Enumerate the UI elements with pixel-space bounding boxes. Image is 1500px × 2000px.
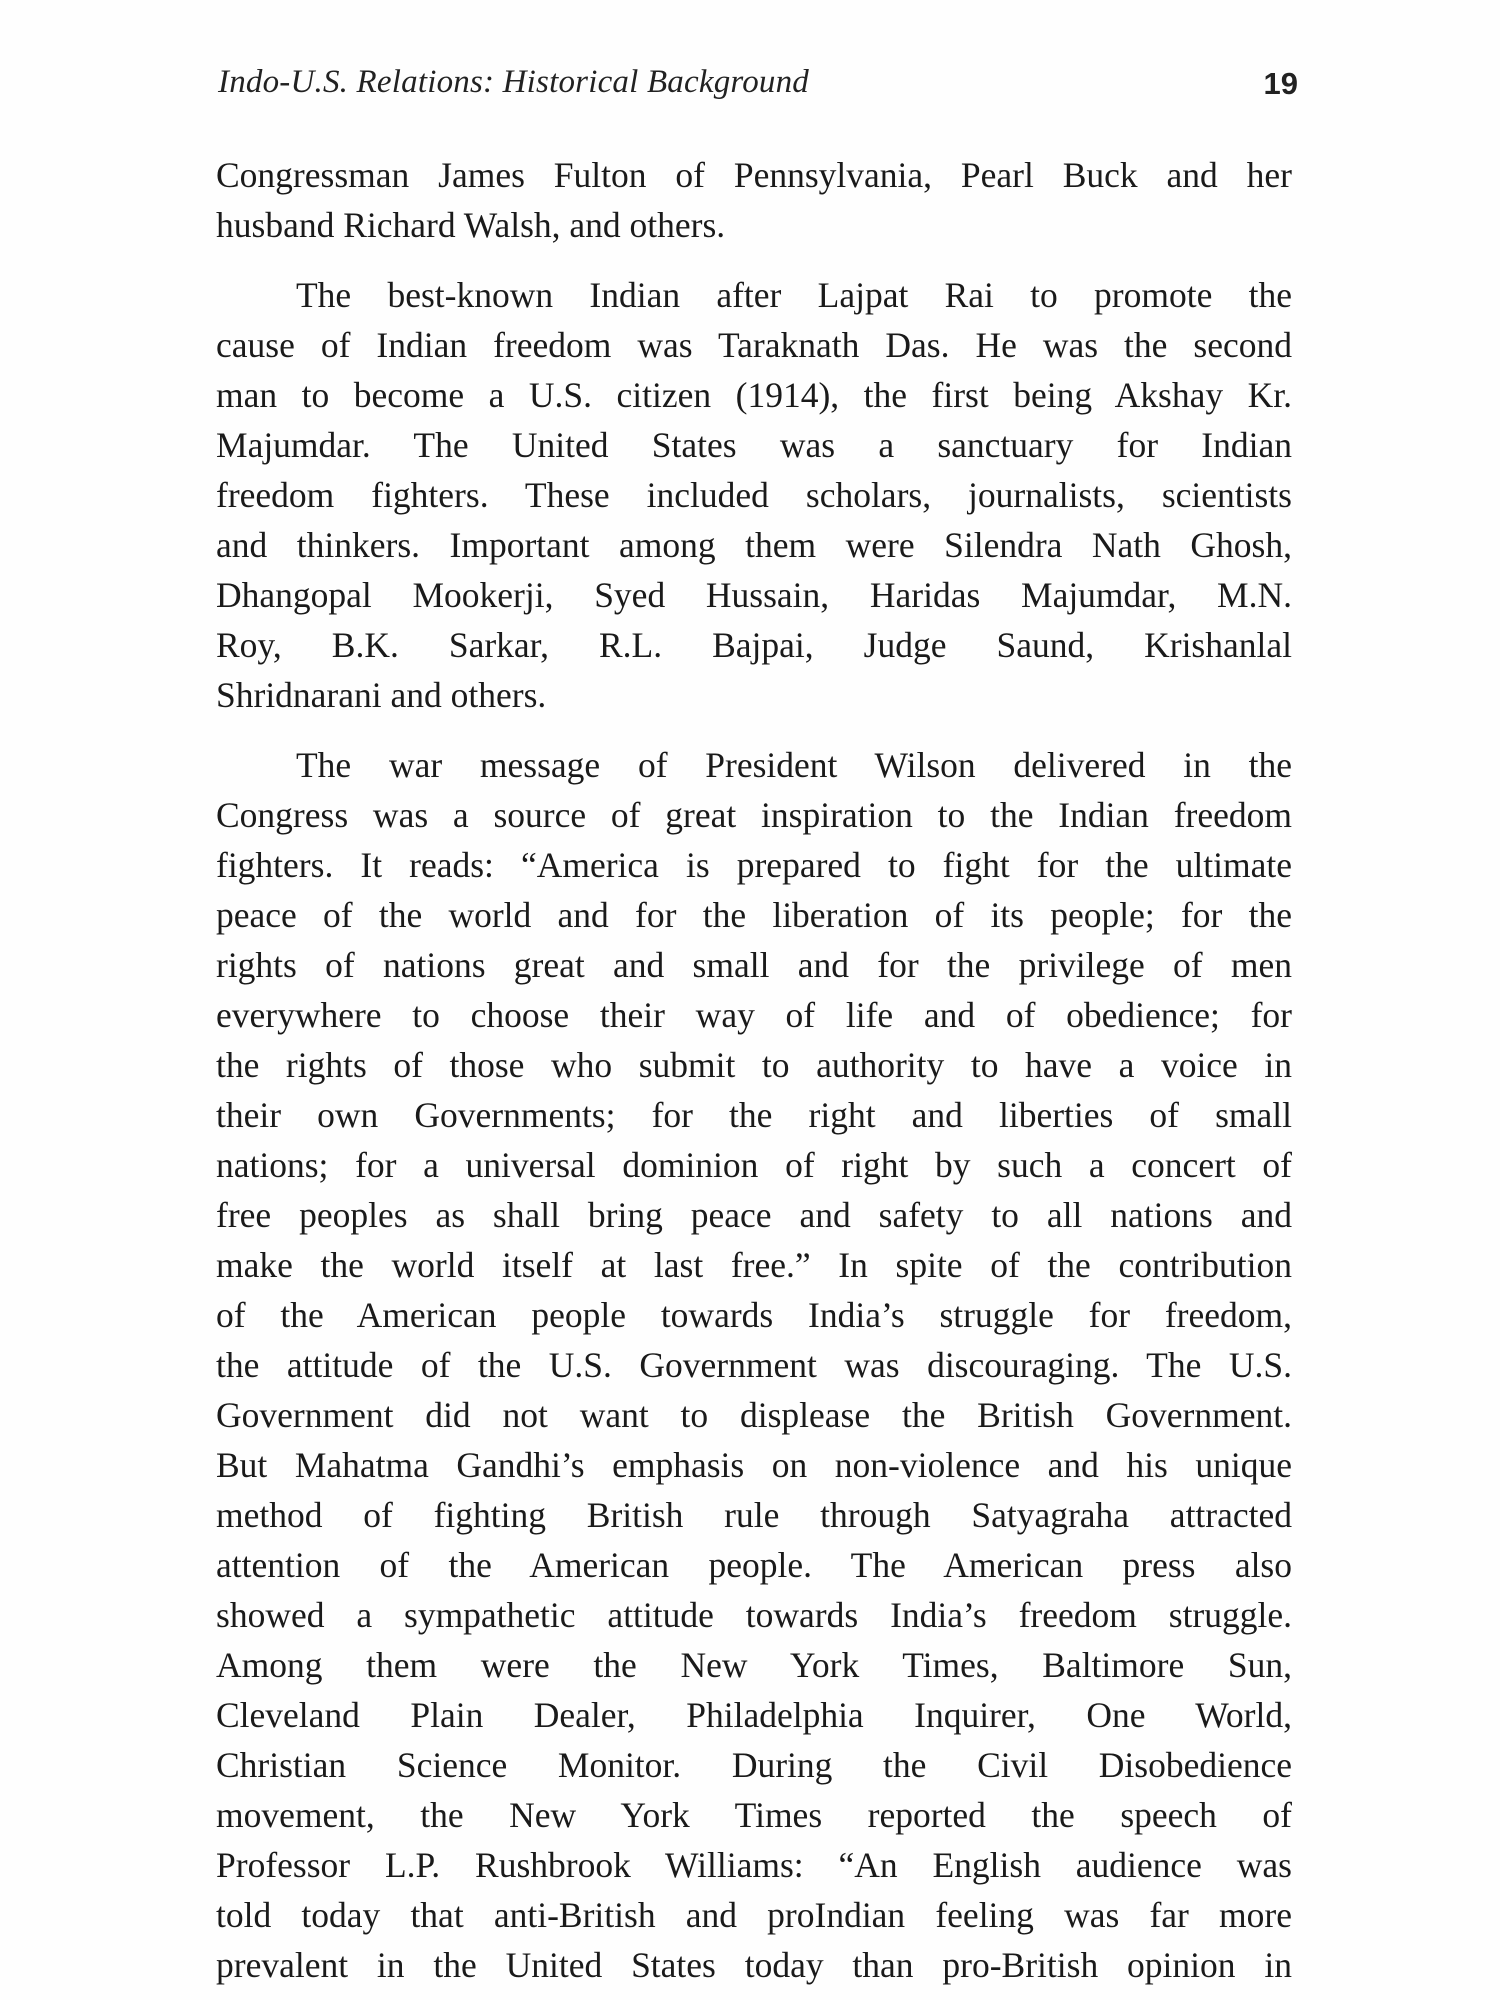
text-line: Christian Science Monitor. During the Civil Disobedience — [216, 1745, 1292, 1785]
text-line: husband Richard Walsh, and others. — [216, 205, 726, 245]
page-number: 19 — [1263, 66, 1298, 101]
text-line: Majumdar. The United States was a sanctuary for Indian — [216, 425, 1292, 465]
text-line: Roy, B.K. Sarkar, R.L. Bajpai, Judge Saund, Krishanlal — [216, 625, 1292, 665]
text-line: nations; for a universal dominion of right by such a concert of — [216, 1145, 1292, 1185]
text-line: their own Governments; for the right and liberties of small — [216, 1095, 1292, 1135]
text-line: Congress was a source of great inspiration to the Indian freedom — [216, 795, 1292, 835]
text-line: free peoples as shall bring peace and safety to all nations and — [216, 1195, 1292, 1235]
text-line: told today that anti-British and proIndian feeling was far more — [216, 1895, 1292, 1935]
text-line: man to become a U.S. citizen (1914), the first being Akshay Kr. — [216, 375, 1292, 415]
text-line: movement, the New York Times reported the speech of — [216, 1795, 1292, 1835]
text-line: Professor L.P. Rushbrook Williams: “An English audience was — [216, 1845, 1292, 1885]
running-title: Indo-U.S. Relations: Historical Background — [218, 64, 810, 100]
text-line: The best-known Indian after Lajpat Rai to promote the — [296, 275, 1292, 315]
text-line: of the American people towards India’s struggle for freedom, — [216, 1295, 1292, 1335]
text-line: method of fighting British rule through Satyagraha attracted — [216, 1495, 1292, 1535]
text-line: freedom fighters. These included scholars, journalists, scientists — [216, 475, 1292, 515]
text-line: The war message of President Wilson delivered in the — [296, 745, 1292, 785]
text-line: But Mahatma Gandhi’s emphasis on non-violence and his unique — [216, 1445, 1292, 1485]
text-line: Shridnarani and others. — [216, 675, 547, 715]
body-text — [216, 150, 1292, 1990]
text-line: fighters. It reads: “America is prepared to fight for the ultimate — [216, 845, 1292, 885]
text-line: cause of Indian freedom was Taraknath Das. He was the second — [216, 325, 1292, 365]
text-line: rights of nations great and small and for the privilege of men — [216, 945, 1292, 985]
text-line: and thinkers. Important among them were Silendra Nath Ghosh, — [216, 525, 1292, 565]
text-line: showed a sympathetic attitude towards India’s freedom struggle. — [216, 1595, 1292, 1635]
text-line: Dhangopal Mookerji, Syed Hussain, Haridas Majumdar, M.N. — [216, 575, 1292, 615]
text-line: the rights of those who submit to authority to have a voice in — [216, 1045, 1292, 1085]
paragraph-3 — [216, 740, 1292, 1990]
text-line: Government did not want to displease the British Government. — [216, 1395, 1292, 1435]
text-line: Congressman James Fulton of Pennsylvania, Pearl Buck and her — [216, 155, 1292, 195]
text-line: peace of the world and for the liberation of its people; for the — [216, 895, 1292, 935]
text-line: Cleveland Plain Dealer, Philadelphia Inquirer, One World, — [216, 1695, 1292, 1735]
text-line: Among them were the New York Times, Baltimore Sun, — [216, 1645, 1292, 1685]
text-line: attention of the American people. The American press also — [216, 1545, 1292, 1585]
text-line: the attitude of the U.S. Government was discouraging. The U.S. — [216, 1345, 1292, 1385]
paragraph-2 — [216, 270, 1292, 720]
paragraph-1 — [216, 150, 1292, 250]
running-header — [218, 64, 1298, 112]
text-line: everywhere to choose their way of life and of obedience; for — [216, 995, 1292, 1035]
text-line: make the world itself at last free.” In spite of the contribution — [216, 1245, 1292, 1285]
text-line: prevalent in the United States today than pro-British opinion in — [216, 1945, 1292, 1985]
